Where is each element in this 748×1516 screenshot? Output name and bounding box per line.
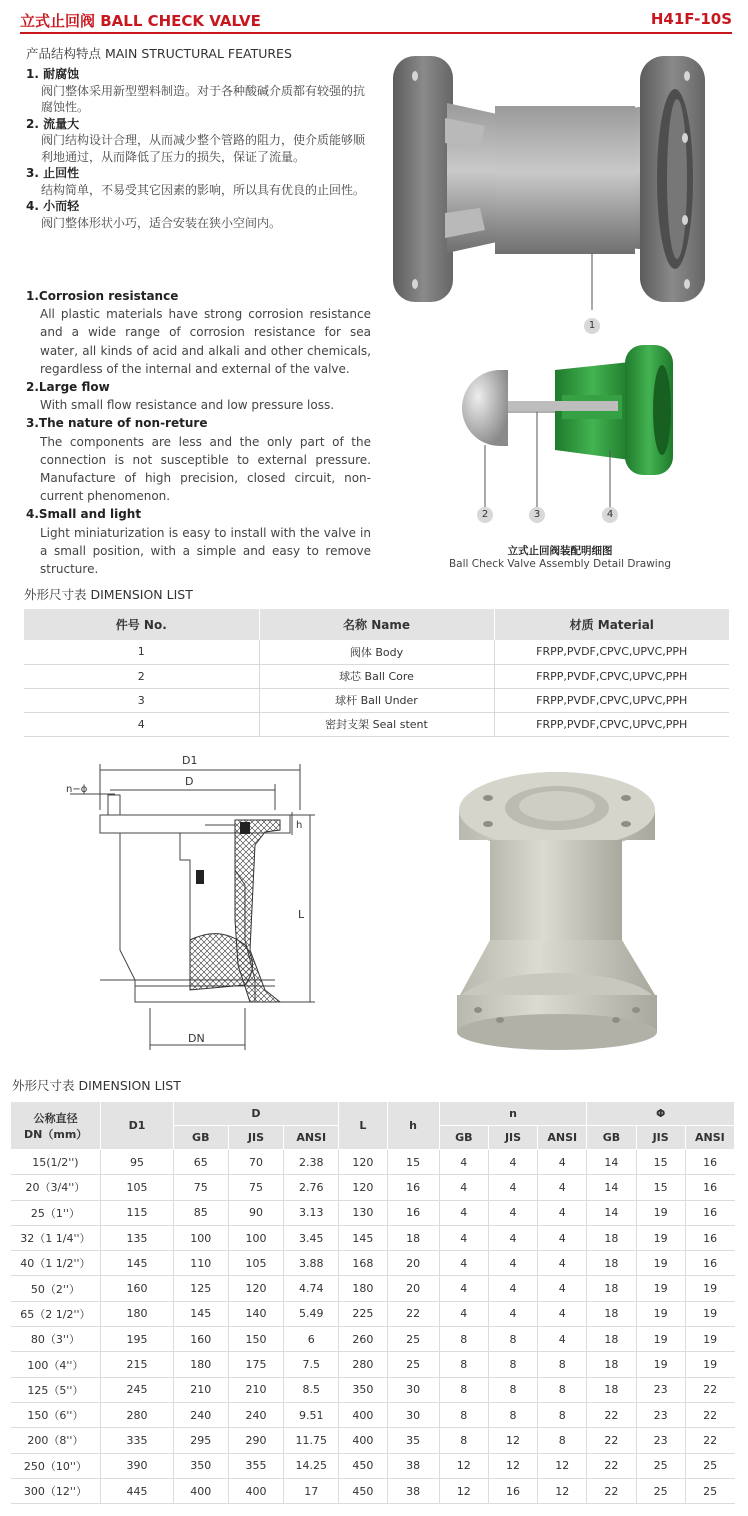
dim-cell: 180 xyxy=(339,1276,387,1301)
bom-cell: 密封支架 Seal stent xyxy=(259,712,494,736)
dim-cell: 19 xyxy=(636,1276,685,1301)
dim-cell: 2.76 xyxy=(284,1175,339,1200)
model-number: H41F-10S xyxy=(650,10,732,28)
dim-cell: 18 xyxy=(387,1225,439,1250)
dim-cell: 4 xyxy=(488,1251,537,1276)
dim-header-dn-cn: 公称直径 xyxy=(33,1111,78,1125)
dim-header-n: n xyxy=(439,1102,587,1126)
dim-cell: 245 xyxy=(101,1377,173,1402)
dim-cell: 16 xyxy=(488,1478,537,1503)
dim-cell: 23 xyxy=(636,1428,685,1453)
dim-cell: 4 xyxy=(488,1276,537,1301)
product-photo xyxy=(440,770,670,1060)
dim-cell: 25 xyxy=(387,1352,439,1377)
dim-cell: 240 xyxy=(228,1402,283,1427)
dim-cell: 120 xyxy=(339,1175,387,1200)
bom-header-cell: 件号 No. xyxy=(24,609,259,640)
dim-cell: 12 xyxy=(538,1453,587,1478)
dim-header-phi: Φ xyxy=(587,1102,735,1126)
dim-cell: 16 xyxy=(685,1251,734,1276)
dim-row xyxy=(11,1251,735,1276)
dim-header-d: D xyxy=(173,1102,339,1126)
dim-cell: 115 xyxy=(101,1200,173,1225)
dim-cell: 25 xyxy=(636,1478,685,1503)
dim-cell: 4 xyxy=(538,1150,587,1175)
dim-cell: 4 xyxy=(439,1225,488,1250)
dim-cell: 100（4''） xyxy=(11,1352,101,1377)
dim-cell: 4 xyxy=(488,1175,537,1200)
dim-cell: 280 xyxy=(339,1352,387,1377)
dim-cell: 180 xyxy=(101,1301,173,1326)
dim-cell: 350 xyxy=(339,1377,387,1402)
dim-cell: 250（10''） xyxy=(11,1453,101,1478)
dim-cell: 8 xyxy=(538,1377,587,1402)
dim-cell: 3.88 xyxy=(284,1251,339,1276)
dim-cell: 8 xyxy=(439,1352,488,1377)
dim-cell: 3.13 xyxy=(284,1200,339,1225)
dim-header-row xyxy=(11,1102,735,1126)
dim-cell: 22 xyxy=(587,1478,636,1503)
cn-feature-body: 阀门整体形状小巧，适合安装在狭小空间内。 xyxy=(41,215,282,230)
cn-feature-title: 4. 小而轻 xyxy=(26,199,80,213)
en-feature-body: All plastic materials have strong corrosion resistance and a wide range of corrosion resistance for sea water, all kinds of acid and alkali and other chemicals, regardless of the internal and external of the valve. xyxy=(40,307,371,376)
dim-cell: 180 xyxy=(173,1352,228,1377)
dim-sub-jis: JIS xyxy=(488,1126,537,1150)
dim-cell: 18 xyxy=(587,1251,636,1276)
dim-cell: 12 xyxy=(538,1478,587,1503)
dim-cell: 210 xyxy=(173,1377,228,1402)
dim-cell: 12 xyxy=(488,1428,537,1453)
bom-row xyxy=(24,688,729,712)
bom-cell: FRPP,PVDF,CPVC,UPVC,PPH xyxy=(494,688,729,712)
ball-core xyxy=(462,370,508,446)
dim-cell: 25 xyxy=(685,1453,734,1478)
dim-cell: 16 xyxy=(685,1150,734,1175)
assembly-parts-illustration xyxy=(450,340,680,510)
dim-cell: 300（12''） xyxy=(11,1478,101,1503)
dim-cell: 19 xyxy=(685,1352,734,1377)
dim-cell: 168 xyxy=(339,1251,387,1276)
dim-cell: 215 xyxy=(101,1352,173,1377)
dim-cell: 32（1 1/4''） xyxy=(11,1225,101,1250)
dim-cell: 295 xyxy=(173,1428,228,1453)
dim-cell: 4.74 xyxy=(284,1276,339,1301)
dim-cell: 20 xyxy=(387,1251,439,1276)
dim-cell: 14 xyxy=(587,1150,636,1175)
dim-cell: 8 xyxy=(488,1327,537,1352)
dim-cell: 125 xyxy=(173,1276,228,1301)
bom-cell: FRPP,PVDF,CPVC,UPVC,PPH xyxy=(494,664,729,688)
dim-cell: 140 xyxy=(228,1301,283,1326)
dim-cell: 4 xyxy=(439,1150,488,1175)
dim-cell: 65（2 1/2''） xyxy=(11,1301,101,1326)
dim-cell: 40（1 1/2''） xyxy=(11,1251,101,1276)
dim-cell: 8 xyxy=(439,1377,488,1402)
dim-cell: 145 xyxy=(173,1301,228,1326)
dim-cell: 14 xyxy=(587,1175,636,1200)
dim-row xyxy=(11,1352,735,1377)
dim-cell: 450 xyxy=(339,1453,387,1478)
dim-cell: 240 xyxy=(173,1402,228,1427)
bom-cell: 1 xyxy=(24,640,259,664)
dim-row xyxy=(11,1200,735,1225)
dim-cell: 4 xyxy=(488,1301,537,1326)
dim-cell: 4 xyxy=(538,1327,587,1352)
label-n-phi: n−ϕ xyxy=(66,784,88,795)
dim-sub-ansi: ANSI xyxy=(685,1126,734,1150)
en-feature-title: 4.Small and light xyxy=(26,507,142,522)
en-feature-body: Light miniaturization is easy to install with the valve in a small position, with a simple and easy to remove structure. xyxy=(40,525,371,577)
dim-cell: 15 xyxy=(387,1150,439,1175)
dim-row xyxy=(11,1301,735,1326)
dim-cell: 4 xyxy=(538,1301,587,1326)
dim-row xyxy=(11,1402,735,1427)
dim-cell: 4 xyxy=(439,1301,488,1326)
dim-cell: 30 xyxy=(387,1377,439,1402)
dim-cell: 4 xyxy=(538,1251,587,1276)
dim-cell: 100 xyxy=(173,1225,228,1250)
dim-sub-ansi: ANSI xyxy=(538,1126,587,1150)
cn-feature-title: 2. 流量大 xyxy=(26,116,80,131)
dim-cell: 4 xyxy=(439,1251,488,1276)
dim-cell: 290 xyxy=(228,1428,283,1453)
dim-sub-gb: GB xyxy=(439,1126,488,1150)
dim-cell: 280 xyxy=(101,1402,173,1427)
dim-cell: 25 xyxy=(387,1327,439,1352)
en-feature-title: 3.The nature of non-reture xyxy=(26,416,208,431)
dim-sub-jis: JIS xyxy=(636,1126,685,1150)
dim-cell: 125（5''） xyxy=(11,1377,101,1402)
dim-cell: 22 xyxy=(587,1402,636,1427)
dim-cell: 400 xyxy=(339,1402,387,1427)
dim-cell: 8 xyxy=(439,1327,488,1352)
dim-sub-gb: GB xyxy=(587,1126,636,1150)
bom-cell: 球芯 Ball Core xyxy=(259,664,494,688)
dim-cell: 8 xyxy=(538,1428,587,1453)
bom-header-cell: 名称 Name xyxy=(259,609,494,640)
dim-cell: 19 xyxy=(636,1327,685,1352)
dim-cell: 19 xyxy=(685,1327,734,1352)
dim-cell: 150 xyxy=(228,1327,283,1352)
dim-cell: 80（3''） xyxy=(11,1327,101,1352)
dim-cell: 8 xyxy=(439,1428,488,1453)
dim-header-dn xyxy=(11,1102,101,1150)
dim-cell: 14.25 xyxy=(284,1453,339,1478)
dim-row xyxy=(11,1377,735,1402)
bom-cell: 3 xyxy=(24,688,259,712)
dim-cell: 18 xyxy=(587,1225,636,1250)
dim-cell: 400 xyxy=(173,1478,228,1503)
callout-1: 1 xyxy=(584,318,600,334)
dim-cell: 16 xyxy=(685,1200,734,1225)
dim-cell: 4 xyxy=(538,1200,587,1225)
dim-cell: 22 xyxy=(685,1377,734,1402)
dim-cell: 8 xyxy=(439,1402,488,1427)
valve-body-illustration xyxy=(385,48,715,310)
en-feature-item xyxy=(26,378,371,414)
dim-cell: 445 xyxy=(101,1478,173,1503)
bom-cell: FRPP,PVDF,CPVC,UPVC,PPH xyxy=(494,640,729,664)
dim-cell: 11.75 xyxy=(284,1428,339,1453)
dim-cell: 4 xyxy=(488,1150,537,1175)
dim-header-l: L xyxy=(339,1102,387,1150)
en-feature-body: With small flow resistance and low pressure loss. xyxy=(40,398,335,413)
dim-sub-ansi: ANSI xyxy=(284,1126,339,1150)
dim-cell: 210 xyxy=(228,1377,283,1402)
dim-cell: 20 xyxy=(387,1276,439,1301)
dim-cell: 260 xyxy=(339,1327,387,1352)
cn-feature-title: 1. 耐腐蚀 xyxy=(26,67,80,81)
dim-cell: 19 xyxy=(636,1225,685,1250)
label-h: h xyxy=(296,820,303,831)
dim-cell: 390 xyxy=(101,1453,173,1478)
left-flange xyxy=(393,56,453,302)
dim-cell: 16 xyxy=(685,1225,734,1250)
dim-cell: 195 xyxy=(101,1327,173,1352)
dim-cell: 4 xyxy=(538,1225,587,1250)
dim-cell: 18 xyxy=(587,1276,636,1301)
dim-cell: 175 xyxy=(228,1352,283,1377)
dim-cell: 19 xyxy=(636,1301,685,1326)
dim-cell: 16 xyxy=(387,1175,439,1200)
dim-cell: 19 xyxy=(685,1301,734,1326)
assembly-caption-cn: 立式止回阀装配明细图 xyxy=(507,545,613,557)
dim-cell: 18 xyxy=(587,1352,636,1377)
dim-cell: 25 xyxy=(685,1478,734,1503)
dim-header-d1: D1 xyxy=(101,1102,173,1150)
dim-cell: 3.45 xyxy=(284,1225,339,1250)
dim-cell: 100 xyxy=(228,1225,283,1250)
dim-cell: 110 xyxy=(173,1251,228,1276)
dim-cell: 19 xyxy=(636,1352,685,1377)
dim-row xyxy=(11,1453,735,1478)
dim-cell: 4 xyxy=(439,1175,488,1200)
dim-row xyxy=(11,1175,735,1200)
bom-cell: 2 xyxy=(24,664,259,688)
dim-cell: 160 xyxy=(101,1276,173,1301)
dim-cell: 160 xyxy=(173,1327,228,1352)
dim-row xyxy=(11,1327,735,1352)
dim-cell: 35 xyxy=(387,1428,439,1453)
dim-cell: 150（6''） xyxy=(11,1402,101,1427)
valve-barrel xyxy=(495,106,635,254)
dim-cell: 85 xyxy=(173,1200,228,1225)
dimension-heading: 外形尺寸表 DIMENSION LIST xyxy=(12,1078,181,1093)
dim-cell: 15 xyxy=(636,1175,685,1200)
dim-cell: 19 xyxy=(636,1251,685,1276)
dim-cell: 8 xyxy=(488,1377,537,1402)
page-header xyxy=(20,10,732,34)
dim-cell: 400 xyxy=(339,1428,387,1453)
dim-cell: 16 xyxy=(387,1200,439,1225)
cn-feature-body: 阀门结构设计合理，从而减少整个管路的阻力，使介质能够顺利地通过，从而降低了压力的损失，保证了流量。 xyxy=(41,133,366,164)
dim-row xyxy=(11,1276,735,1301)
dim-cell: 4 xyxy=(488,1200,537,1225)
dim-cell: 22 xyxy=(387,1301,439,1326)
dimension-table xyxy=(10,1101,735,1504)
cn-feature-item xyxy=(26,66,371,116)
dim-cell: 350 xyxy=(173,1453,228,1478)
en-feature-list xyxy=(26,287,371,578)
dim-sub-gb: GB xyxy=(173,1126,228,1150)
dim-cell: 105 xyxy=(101,1175,173,1200)
dim-cell: 75 xyxy=(228,1175,283,1200)
dim-cell: 18 xyxy=(587,1327,636,1352)
dim-cell: 2.38 xyxy=(284,1150,339,1175)
callout-3: 3 xyxy=(529,507,545,523)
dim-cell: 25（1''） xyxy=(11,1200,101,1225)
en-feature-title: 1.Corrosion resistance xyxy=(26,289,179,303)
dim-cell: 38 xyxy=(387,1478,439,1503)
bom-header-row xyxy=(24,609,729,640)
label-d: D xyxy=(185,775,194,788)
page-title: 立式止回阀 BALL CHECK VALVE xyxy=(20,12,261,30)
dim-cell: 30 xyxy=(387,1402,439,1427)
dim-cell: 15(1/2'') xyxy=(11,1150,101,1175)
dim-sub-jis: JIS xyxy=(228,1126,283,1150)
dim-cell: 450 xyxy=(339,1478,387,1503)
assembly-caption-en: Ball Check Valve Assembly Detail Drawing xyxy=(448,558,672,570)
dim-cell: 4 xyxy=(439,1276,488,1301)
dim-cell: 8 xyxy=(488,1352,537,1377)
dim-cell: 22 xyxy=(685,1428,734,1453)
dim-cell: 23 xyxy=(636,1377,685,1402)
dim-cell: 145 xyxy=(339,1225,387,1250)
bom-heading: 外形尺寸表 DIMENSION LIST xyxy=(24,587,193,602)
en-feature-body: The components are less and the only part of the connection is not susceptible to external pressure. Manufacture of high precision, closed circuit, non-current phenomenon. xyxy=(40,434,371,504)
dim-cell: 4 xyxy=(538,1276,587,1301)
cn-feature-item xyxy=(26,165,371,198)
dim-cell: 65 xyxy=(173,1150,228,1175)
dim-row xyxy=(11,1150,735,1175)
dim-cell: 8 xyxy=(538,1352,587,1377)
cn-feature-title: 3. 止回性 xyxy=(26,166,80,180)
dim-cell: 15 xyxy=(636,1150,685,1175)
en-feature-title: 2.Large flow xyxy=(26,380,110,395)
dim-cell: 400 xyxy=(228,1478,283,1503)
dim-row xyxy=(11,1428,735,1453)
dim-cell: 12 xyxy=(439,1453,488,1478)
dim-cell: 16 xyxy=(685,1175,734,1200)
dim-cell: 7.5 xyxy=(284,1352,339,1377)
label-d1: D1 xyxy=(182,754,198,767)
dim-cell: 22 xyxy=(685,1402,734,1427)
dim-cell: 335 xyxy=(101,1428,173,1453)
cn-feature-body: 结构简单，不易受其它因素的影响，所以具有优良的止回性。 xyxy=(41,182,366,197)
dim-cell: 18 xyxy=(587,1301,636,1326)
cn-feature-list xyxy=(26,66,371,231)
dim-cell: 105 xyxy=(228,1251,283,1276)
dim-cell: 75 xyxy=(173,1175,228,1200)
dim-cell: 20（3/4''） xyxy=(11,1175,101,1200)
bom-row xyxy=(24,640,729,664)
dim-cell: 6 xyxy=(284,1327,339,1352)
label-l: L xyxy=(298,908,305,921)
bom-table xyxy=(24,609,729,737)
dim-cell: 4 xyxy=(488,1225,537,1250)
dim-cell: 120 xyxy=(339,1150,387,1175)
label-dn: DN xyxy=(188,1032,205,1045)
dim-cell: 19 xyxy=(685,1276,734,1301)
dim-cell: 225 xyxy=(339,1301,387,1326)
dim-cell: 22 xyxy=(587,1453,636,1478)
dim-cell: 90 xyxy=(228,1200,283,1225)
dim-cell: 9.51 xyxy=(284,1402,339,1427)
dim-row xyxy=(11,1478,735,1503)
dim-cell: 22 xyxy=(587,1428,636,1453)
dim-cell: 12 xyxy=(488,1453,537,1478)
dim-cell: 5.49 xyxy=(284,1301,339,1326)
dim-cell: 25 xyxy=(636,1453,685,1478)
dim-cell: 120 xyxy=(228,1276,283,1301)
dim-cell: 23 xyxy=(636,1402,685,1427)
bom-row xyxy=(24,712,729,736)
dim-cell: 4 xyxy=(538,1175,587,1200)
dim-cell: 8 xyxy=(488,1402,537,1427)
dim-cell: 70 xyxy=(228,1150,283,1175)
dim-cell: 145 xyxy=(101,1251,173,1276)
bom-row xyxy=(24,664,729,688)
dim-cell: 50（2''） xyxy=(11,1276,101,1301)
dim-cell: 200（8''） xyxy=(11,1428,101,1453)
dim-cell: 8 xyxy=(538,1402,587,1427)
dim-header-h: h xyxy=(387,1102,439,1150)
callout-4: 4 xyxy=(602,507,618,523)
bom-cell: 4 xyxy=(24,712,259,736)
dim-cell: 355 xyxy=(228,1453,283,1478)
features-heading: 产品结构特点 MAIN STRUCTURAL FEATURES xyxy=(26,46,292,61)
en-feature-item xyxy=(26,287,371,378)
cn-feature-item xyxy=(26,116,371,166)
cn-feature-item xyxy=(26,198,371,231)
dim-cell: 95 xyxy=(101,1150,173,1175)
dim-cell: 38 xyxy=(387,1453,439,1478)
bom-cell: 阀体 Body xyxy=(259,640,494,664)
dim-cell: 18 xyxy=(587,1377,636,1402)
en-feature-item xyxy=(26,505,371,578)
dim-row xyxy=(11,1225,735,1250)
dim-cell: 130 xyxy=(339,1200,387,1225)
callout-2: 2 xyxy=(477,507,493,523)
bom-cell: 球杆 Ball Under xyxy=(259,688,494,712)
dim-header-dn-mm: DN（mm） xyxy=(24,1127,88,1141)
cn-feature-body: 阀门整体采用新型塑料制造。对于各种酸碱介质都有较强的抗腐蚀性。 xyxy=(41,83,366,114)
dim-cell: 19 xyxy=(636,1200,685,1225)
bom-cell: FRPP,PVDF,CPVC,UPVC,PPH xyxy=(494,712,729,736)
bom-header-cell: 材质 Material xyxy=(494,609,729,640)
dim-cell: 14 xyxy=(587,1200,636,1225)
dim-cell: 8.5 xyxy=(284,1377,339,1402)
dim-cell: 17 xyxy=(284,1478,339,1503)
dim-cell: 12 xyxy=(439,1478,488,1503)
dim-cell: 135 xyxy=(101,1225,173,1250)
dim-cell: 4 xyxy=(439,1200,488,1225)
en-feature-item xyxy=(26,414,371,505)
technical-drawing xyxy=(60,750,340,1060)
